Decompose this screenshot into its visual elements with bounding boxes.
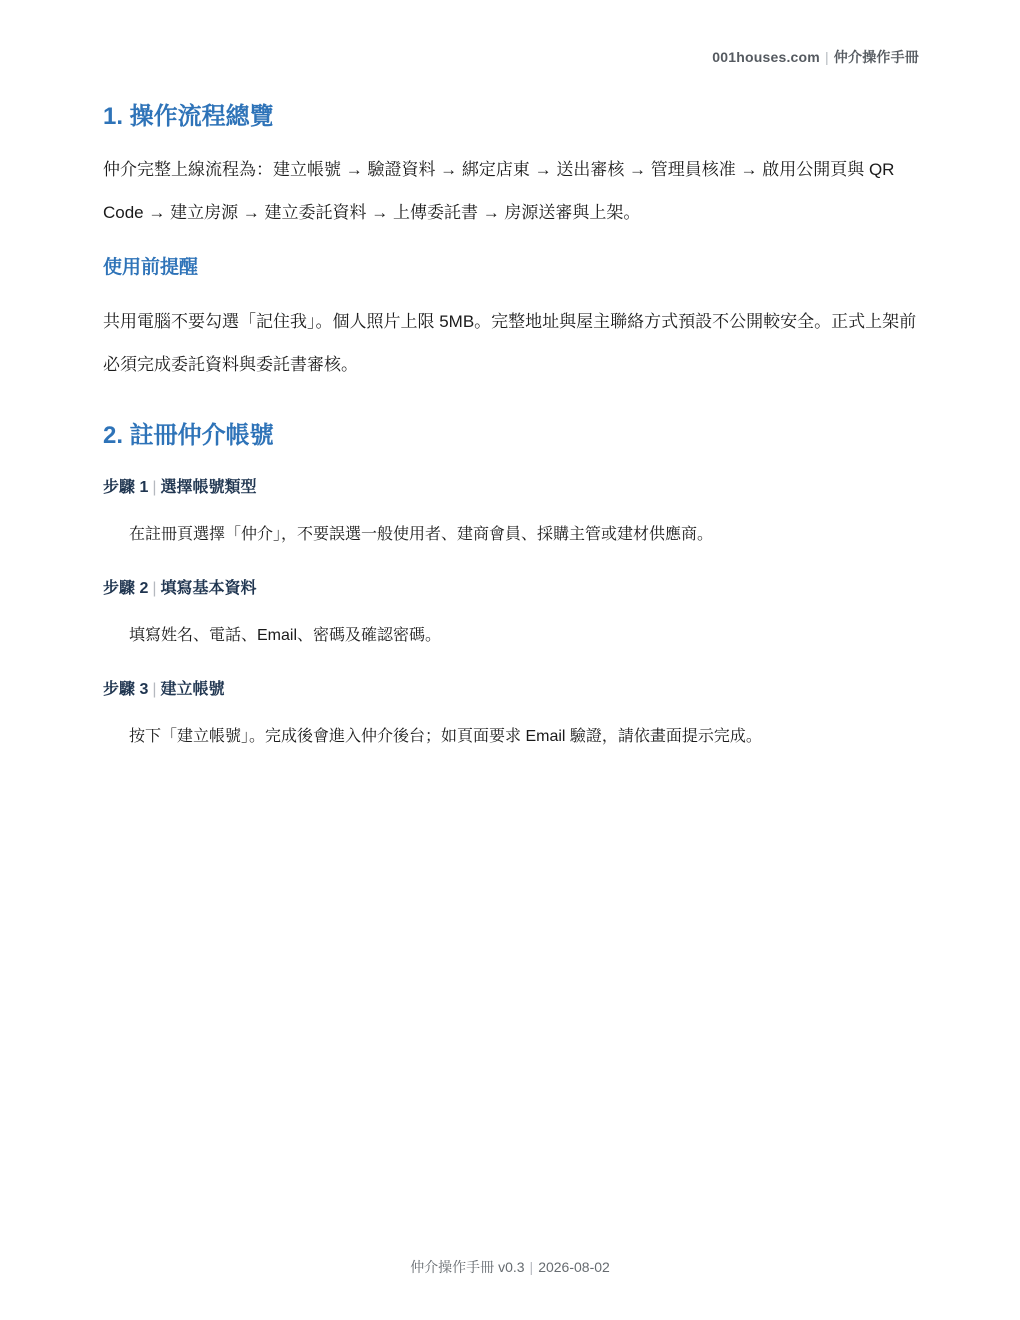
step-3-title — [103, 678, 919, 702]
tips-heading: 使用前提醒 — [103, 257, 199, 278]
step-3-label: 步驟 3 — [103, 681, 149, 698]
footer-doc: 仲介操作手冊 v0.3 — [410, 1259, 525, 1275]
header-title: 仲介操作手冊 — [833, 49, 919, 65]
page-header — [712, 47, 919, 67]
step-separator: | — [152, 681, 157, 698]
step-1 — [103, 476, 919, 547]
step-2-label: 步驟 2 — [103, 580, 149, 597]
footer-separator: | — [529, 1259, 534, 1275]
step-3-name: 建立帳號 — [160, 681, 225, 698]
step-2-desc: 填寫姓名、電話、Email、密碼及確認密碼。 — [129, 627, 442, 644]
step-2 — [103, 577, 919, 648]
document-body — [103, 100, 919, 749]
section-2-heading: 2. 註冊仲介帳號 — [103, 422, 274, 449]
tips-paragraph: 共用電腦不要勾選「記住我」。個人照片上限 5MB。完整地址與屋主聯絡方式預設不公開較安全。正式上架前必須完成委託資料與委託書審核。 — [103, 312, 917, 374]
footer-date: 2026-08-02 — [538, 1259, 610, 1275]
page-footer — [0, 1257, 1020, 1277]
step-2-title — [103, 577, 919, 601]
step-1-title — [103, 476, 919, 500]
step-separator: | — [152, 479, 157, 496]
step-1-desc: 在註冊頁選擇「仲介」，不要誤選一般使用者、建商會員、採購主管或建材供應商。 — [129, 526, 714, 543]
section-1-heading: 1. 操作流程總覽 — [103, 103, 274, 130]
step-1-label: 步驟 1 — [103, 479, 149, 496]
header-separator: | — [824, 49, 829, 65]
header-site: 001houses.com — [712, 49, 820, 65]
step-3 — [103, 678, 919, 749]
section-1-paragraph: 仲介完整上線流程為：建立帳號 → 驗證資料 → 綁定店東 → 送出審核 → 管理員核准 → 啟用公開頁與 QR Code → 建立房源 → 建立委託資料 → 上傳委託書 → 房源送審與上架。 — [103, 160, 895, 222]
step-separator: | — [152, 580, 157, 597]
step-3-desc: 按下「建立帳號」。完成後會進入仲介後台；如頁面要求 Email 驗證，請依畫面提示完成。 — [129, 728, 762, 745]
step-2-name: 填寫基本資料 — [160, 580, 257, 597]
step-1-name: 選擇帳號類型 — [160, 479, 257, 496]
